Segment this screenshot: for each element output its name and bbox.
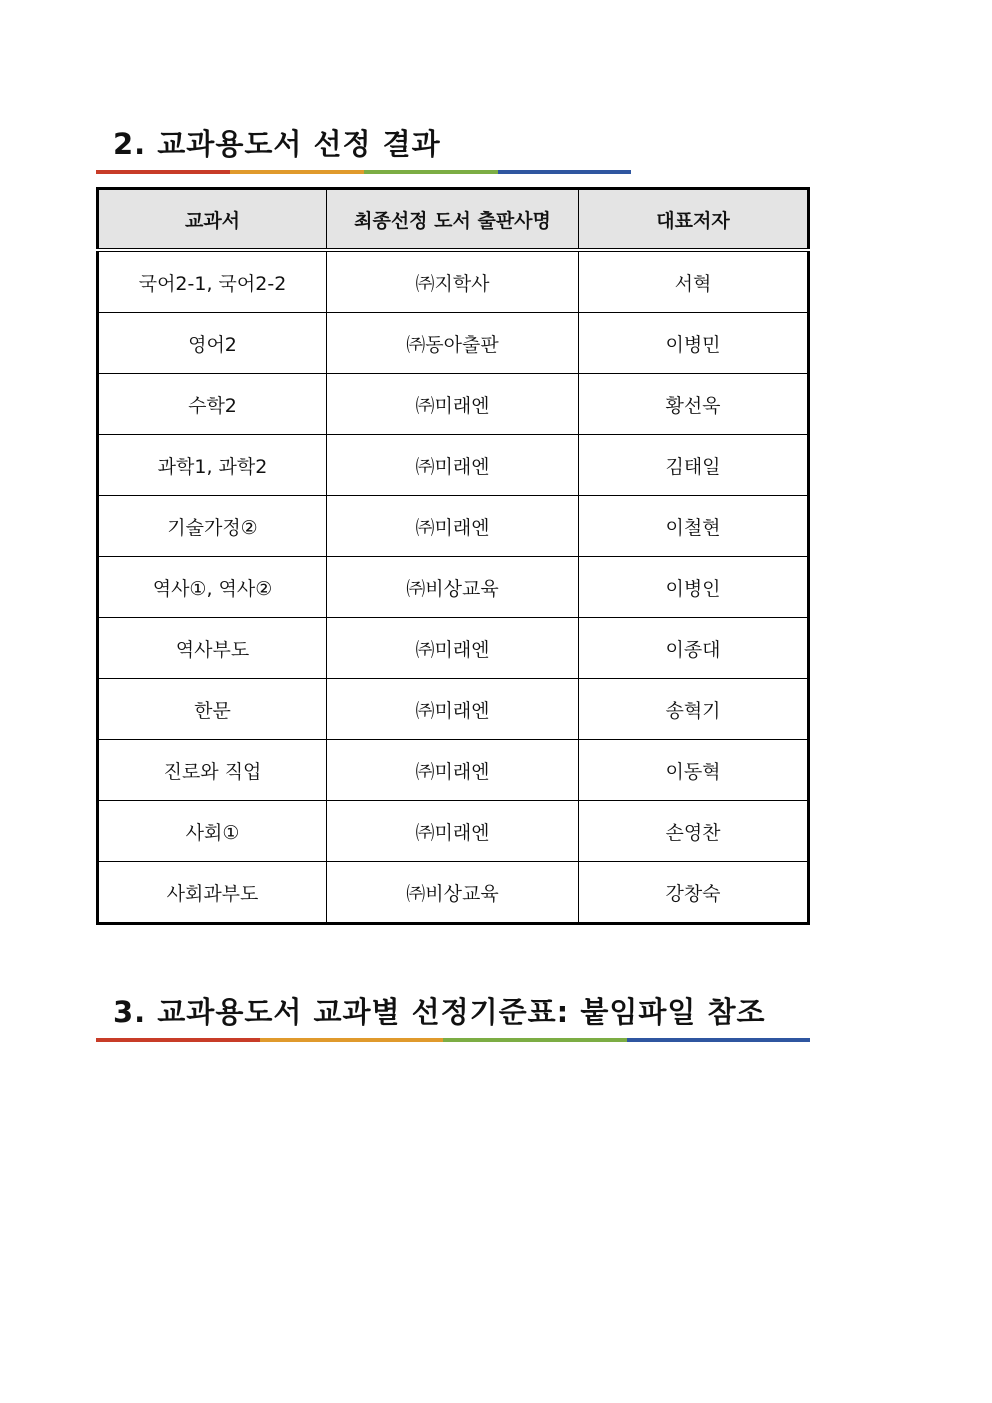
cell-author: 이철현	[579, 496, 809, 557]
cell-textbook: 과학1, 과학2	[98, 435, 327, 496]
header-publisher: 최종선정 도서 출판사명	[327, 189, 579, 251]
rule-red-segment	[96, 1038, 260, 1042]
cell-publisher: ㈜미래엔	[327, 801, 579, 862]
table-row	[98, 374, 809, 435]
cell-author: 손영찬	[579, 801, 809, 862]
cell-author: 강창숙	[579, 862, 809, 924]
cell-publisher: ㈜미래엔	[327, 435, 579, 496]
cell-textbook: 기술가정②	[98, 496, 327, 557]
cell-publisher: ㈜미래엔	[327, 740, 579, 801]
section-2-color-rule	[96, 170, 631, 174]
section-2-title: 2. 교과용도서 선정 결과	[113, 127, 441, 161]
cell-author: 송혁기	[579, 679, 809, 740]
cell-author: 서혁	[579, 250, 809, 313]
table-row	[98, 801, 809, 862]
rule-green-segment	[364, 170, 498, 174]
table-row	[98, 679, 809, 740]
cell-author: 이병민	[579, 313, 809, 374]
cell-publisher: ㈜미래엔	[327, 618, 579, 679]
textbook-selection-table	[96, 187, 810, 925]
cell-textbook: 한문	[98, 679, 327, 740]
header-textbook: 교과서	[98, 189, 327, 251]
table-row	[98, 250, 809, 313]
cell-textbook: 진로와 직업	[98, 740, 327, 801]
cell-publisher: ㈜미래엔	[327, 496, 579, 557]
cell-publisher: ㈜동아출판	[327, 313, 579, 374]
table-row	[98, 313, 809, 374]
cell-textbook: 역사부도	[98, 618, 327, 679]
cell-publisher: ㈜비상교육	[327, 862, 579, 924]
cell-textbook: 영어2	[98, 313, 327, 374]
rule-green-segment	[443, 1038, 627, 1042]
cell-publisher: ㈜지학사	[327, 250, 579, 313]
cell-author: 김태일	[579, 435, 809, 496]
cell-textbook: 사회①	[98, 801, 327, 862]
header-author: 대표저자	[579, 189, 809, 251]
cell-textbook: 국어2-1, 국어2-2	[98, 250, 327, 313]
table-header-row	[98, 189, 809, 251]
cell-textbook: 수학2	[98, 374, 327, 435]
rule-orange-segment	[230, 170, 364, 174]
cell-author: 이동혁	[579, 740, 809, 801]
table-row	[98, 557, 809, 618]
cell-textbook: 사회과부도	[98, 862, 327, 924]
table-row	[98, 435, 809, 496]
table-row	[98, 618, 809, 679]
cell-publisher: ㈜미래엔	[327, 679, 579, 740]
section-3-title: 3. 교과용도서 교과별 선정기준표: 붙임파일 참조	[113, 995, 766, 1029]
rule-red-segment	[96, 170, 230, 174]
rule-orange-segment	[260, 1038, 443, 1042]
cell-textbook: 역사①, 역사②	[98, 557, 327, 618]
table-row	[98, 496, 809, 557]
rule-blue-segment	[627, 1038, 810, 1042]
table-row	[98, 740, 809, 801]
section-3-color-rule	[96, 1038, 810, 1042]
cell-publisher: ㈜비상교육	[327, 557, 579, 618]
cell-author: 이종대	[579, 618, 809, 679]
rule-blue-segment	[498, 170, 631, 174]
cell-publisher: ㈜미래엔	[327, 374, 579, 435]
cell-author: 이병인	[579, 557, 809, 618]
table-row	[98, 862, 809, 924]
cell-author: 황선욱	[579, 374, 809, 435]
